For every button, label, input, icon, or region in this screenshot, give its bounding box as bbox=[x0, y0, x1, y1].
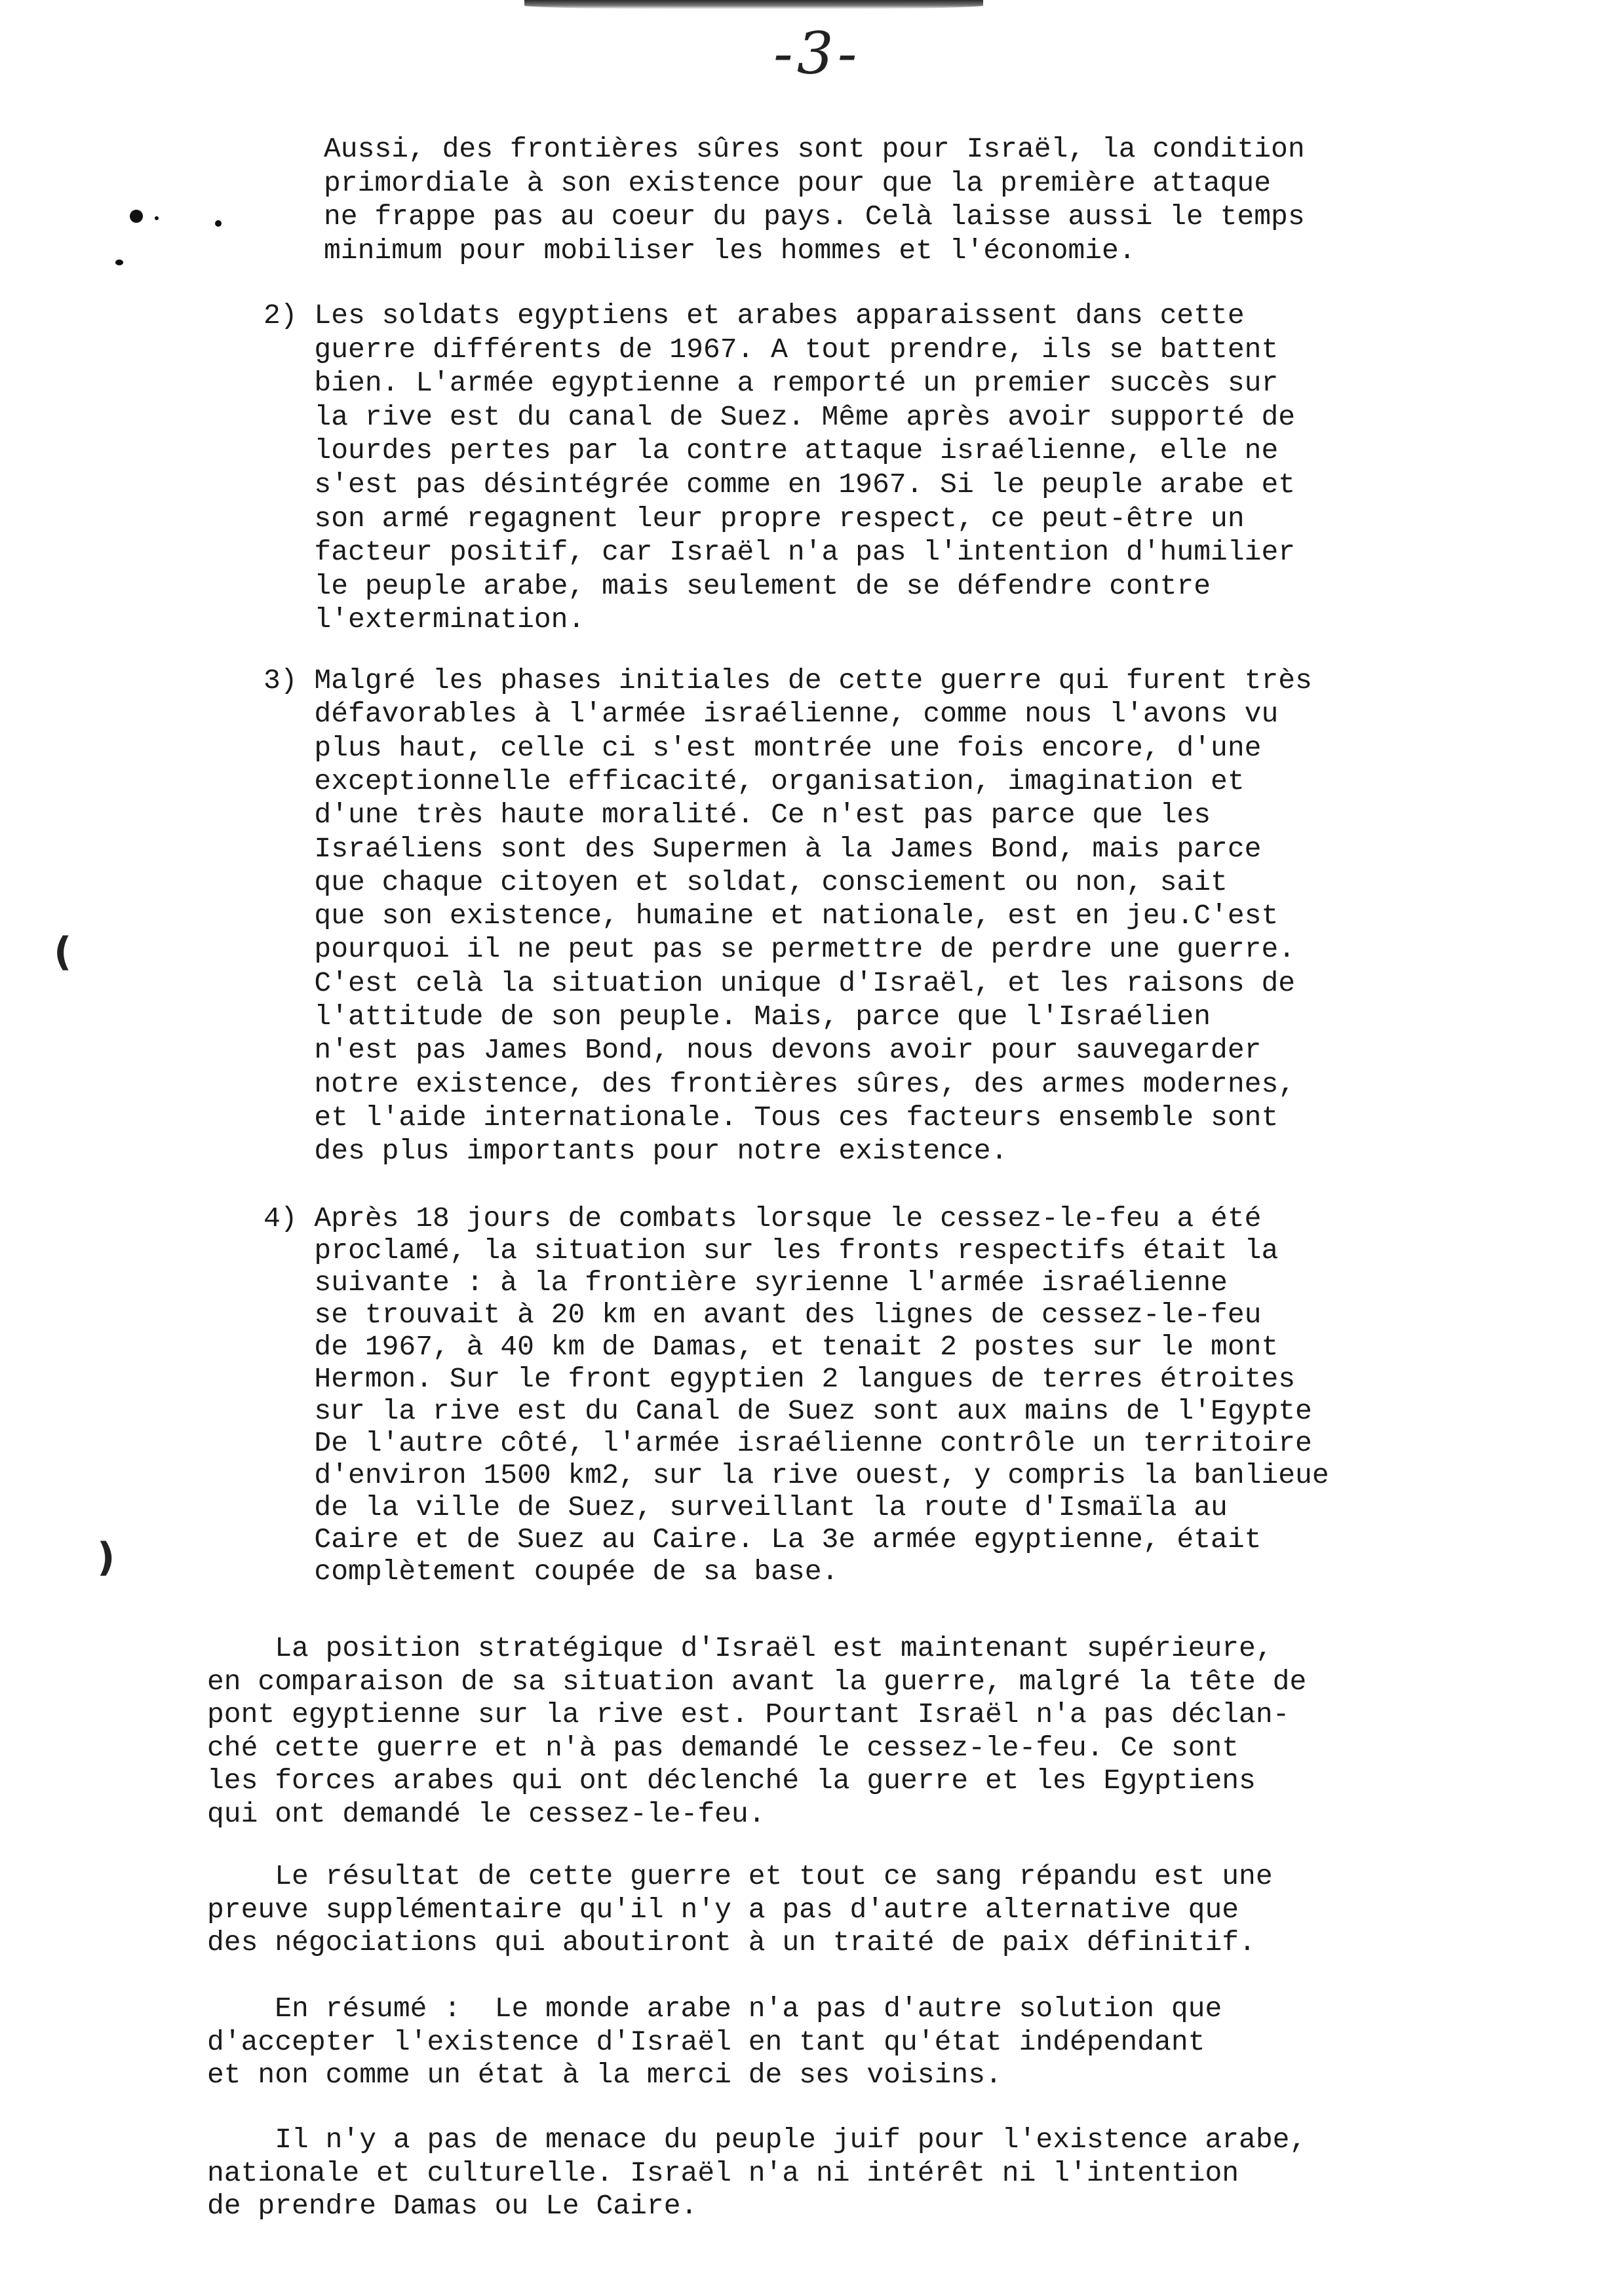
paragraph-point-2-line: l'extermination. bbox=[263, 603, 585, 636]
paragraph-point-2-line: le peuple arabe, mais seulement de se défendre contre bbox=[263, 570, 1211, 602]
paragraph-summary-line: En résumé : Le monde arabe n'a pas d'autre solution que bbox=[207, 1993, 1222, 2025]
paragraph-point-3-line: exceptionnelle efficacité, organisation, imagination et bbox=[263, 765, 1245, 797]
paragraph-point-3-line: l'attitude de son peuple. Mais, parce que l'Israélien bbox=[263, 1001, 1211, 1033]
margin-bracket-mark: ) bbox=[97, 1535, 115, 1580]
paragraph-point-3-line: et l'aide internationale. Tous ces facteurs ensemble sont bbox=[263, 1101, 1279, 1134]
paragraph-strategic-position-line: ché cette guerre et n'à pas demandé le cessez-le-feu. Ce sont bbox=[207, 1732, 1239, 1764]
paragraph-point-4-line: sur la rive est du Canal de Suez sont aux mains de l'Egypte bbox=[263, 1395, 1312, 1427]
margin-dot-mark bbox=[215, 220, 222, 227]
paragraph-point-2-line: facteur positif, car Israël n'a pas l'intention d'humilier bbox=[263, 536, 1296, 568]
paragraph-point-3-line: que son existence, humaine et nationale, est en jeu.C'est bbox=[263, 900, 1279, 932]
paragraph-summary-line: et non comme un état à la merci de ses voisins. bbox=[207, 2059, 1002, 2091]
paragraph-strategic-position-line: La position stratégique d'Israël est maintenant supérieure, bbox=[207, 1632, 1273, 1664]
paragraph-intro-line: ne frappe pas au coeur du pays. Celà laisse aussi le temps bbox=[324, 201, 1305, 233]
paragraph-result-line: des négociations qui aboutiront à un traité de paix définitif. bbox=[207, 1926, 1256, 1959]
paragraph-point-4-line: complètement coupée de sa base. bbox=[263, 1556, 839, 1588]
paragraph-point-2-line: lourdes pertes par la contre attaque israélienne, elle ne bbox=[263, 434, 1279, 467]
paragraph-point-2-line: 2) Les soldats egyptiens et arabes apparaissent dans cette bbox=[263, 299, 1245, 332]
margin-dot-mark bbox=[115, 259, 123, 265]
paragraph-point-3-line: Israéliens sont des Supermen à la James Bond, mais parce bbox=[263, 833, 1262, 865]
paragraph-point-3-line: notre existence, des frontières sûres, des armes modernes, bbox=[263, 1068, 1296, 1100]
margin-bracket-mark: ( bbox=[54, 929, 72, 975]
paragraph-point-2-line: son armé regagnent leur propre respect, ce peut-être un bbox=[263, 503, 1245, 535]
paragraph-point-4-line: Caire et de Suez au Caire. La 3e armée egyptienne, était bbox=[263, 1523, 1262, 1556]
paragraph-point-2-line: la rive est du canal de Suez. Même après avoir supporté de bbox=[263, 401, 1296, 433]
paragraph-conclusion-line: Il n'y a pas de menace du peuple juif pour l'existence arabe, bbox=[207, 2124, 1307, 2156]
paragraph-summary-line: d'accepter l'existence d'Israël en tant qu'état indépendant bbox=[207, 2026, 1205, 2058]
paragraph-point-4-line: se trouvait à 20 km en avant des lignes de cessez-le-feu bbox=[263, 1299, 1262, 1331]
paragraph-point-4-line: 4) Après 18 jours de combats lorsque le cessez-le-feu a été bbox=[263, 1202, 1262, 1234]
paragraph-point-3-line: plus haut, celle ci s'est montrée une fois encore, d'une bbox=[263, 732, 1262, 764]
paragraph-point-4-line: proclamé, la situation sur les fronts respectifs était la bbox=[263, 1234, 1279, 1267]
margin-dot-mark bbox=[130, 210, 143, 223]
margin-dot-mark bbox=[155, 216, 159, 220]
paragraph-strategic-position-line: en comparaison de sa situation avant la guerre, malgré la tête de bbox=[207, 1666, 1307, 1698]
paragraph-point-4-line: d'environ 1500 km2, sur la rive ouest, y compris la banlieue bbox=[263, 1459, 1329, 1491]
paragraph-intro-line: Aussi, des frontières sûres sont pour Israël, la condition bbox=[324, 133, 1305, 165]
paragraph-conclusion-line: nationale et culturelle. Israël n'a ni intérêt ni l'intention bbox=[207, 2157, 1239, 2189]
paragraph-intro-line: minimum pour mobiliser les hommes et l'économie. bbox=[324, 235, 1136, 267]
paragraph-point-3-line: n'est pas James Bond, nous devons avoir pour sauvegarder bbox=[263, 1034, 1262, 1066]
paragraph-point-4-line: suivante : à la frontière syrienne l'armée israélienne bbox=[263, 1267, 1228, 1299]
paragraph-point-4-line: Hermon. Sur le front egyptien 2 langues de terres étroites bbox=[263, 1363, 1296, 1395]
paragraph-point-2-line: s'est pas désintégrée comme en 1967. Si le peuple arabe et bbox=[263, 469, 1296, 501]
page-number: -3- bbox=[773, 20, 861, 87]
paragraph-strategic-position-line: qui ont demandé le cessez-le-feu. bbox=[207, 1798, 766, 1830]
paragraph-intro-line: primordiale à son existence pour que la première attaque bbox=[324, 167, 1272, 199]
paragraph-point-3-line: des plus importants pour notre existence. bbox=[263, 1135, 1008, 1167]
paragraph-point-2-line: bien. L'armée egyptienne a remporté un premier succès sur bbox=[263, 367, 1279, 399]
top-edge-smudge bbox=[524, 0, 983, 9]
paragraph-point-3-line: C'est celà la situation unique d'Israël, et les raisons de bbox=[263, 967, 1296, 999]
paragraph-result-line: Le résultat de cette guerre et tout ce sang répandu est une bbox=[207, 1860, 1273, 1892]
paragraph-point-3-line: pourquoi il ne peut pas se permettre de perdre une guerre. bbox=[263, 933, 1296, 965]
paragraph-strategic-position-line: les forces arabes qui ont déclenché la guerre et les Egyptiens bbox=[207, 1765, 1256, 1797]
paragraph-point-3-line: d'une très haute moralité. Ce n'est pas parce que les bbox=[263, 799, 1211, 831]
paragraph-point-4-line: De l'autre côté, l'armée israélienne contrôle un territoire bbox=[263, 1427, 1312, 1459]
paragraph-strategic-position-line: pont egyptienne sur la rive est. Pourtant Israël n'a pas déclan- bbox=[207, 1698, 1290, 1731]
paragraph-point-2-line: guerre différents de 1967. A tout prendre, ils se battent bbox=[263, 334, 1279, 366]
paragraph-point-4-line: de la ville de Suez, surveillant la route d'Ismaïla au bbox=[263, 1491, 1228, 1523]
paragraph-result-line: preuve supplémentaire qu'il n'y a pas d'autre alternative que bbox=[207, 1894, 1239, 1926]
paragraph-point-3-line: que chaque citoyen et soldat, consciement ou non, sait bbox=[263, 866, 1228, 898]
paragraph-point-3-line: 3) Malgré les phases initiales de cette guerre qui furent très bbox=[263, 664, 1312, 697]
paragraph-conclusion-line: de prendre Damas ou Le Caire. bbox=[207, 2190, 698, 2222]
paragraph-point-4-line: de 1967, à 40 km de Damas, et tenait 2 postes sur le mont bbox=[263, 1331, 1279, 1363]
paragraph-point-3-line: défavorables à l'armée israélienne, comme nous l'avons vu bbox=[263, 698, 1279, 730]
